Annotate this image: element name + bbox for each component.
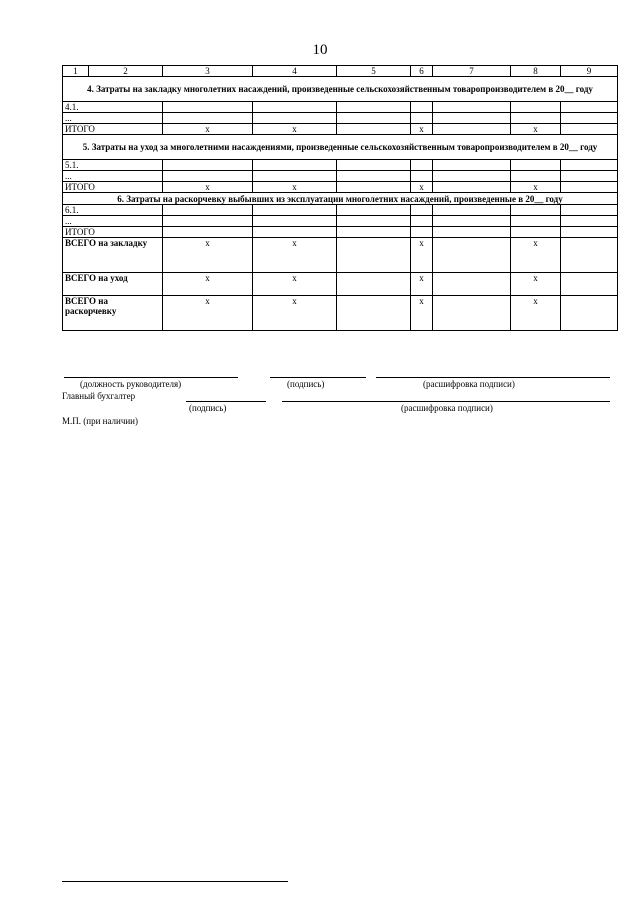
col-number: 6 [411, 66, 433, 77]
head-position-caption: (должность руководителя) [80, 379, 182, 389]
section-4-header [63, 77, 618, 102]
x-mark: х [411, 273, 433, 296]
row-number: 5.1. [63, 160, 163, 171]
grand-total-care-row [63, 273, 618, 296]
x-mark: х [163, 124, 253, 135]
x-mark: х [411, 182, 433, 193]
x-mark: х [253, 273, 337, 296]
x-mark: х [511, 296, 561, 331]
x-mark: х [411, 124, 433, 135]
col-number: 3 [163, 66, 253, 77]
row-number: 4.1. [63, 102, 163, 113]
x-mark: х [253, 124, 337, 135]
col-number: 9 [561, 66, 618, 77]
x-mark: х [511, 124, 561, 135]
table-row [63, 102, 618, 113]
grand-total-label: ВСЕГО на уход [63, 273, 163, 296]
col-number: 4 [253, 66, 337, 77]
col-number: 7 [433, 66, 511, 77]
head-signature-line [270, 377, 366, 378]
section-title: 4. Затраты на закладку многолетних насаждений, произведенные сельскохозяйственным товаропроизводителем в 20__ году [63, 77, 618, 102]
row-number: 6.1. [63, 205, 163, 216]
table-row [63, 216, 618, 227]
x-mark: х [411, 296, 433, 331]
head-decoding-line [376, 377, 610, 378]
x-mark: х [163, 182, 253, 193]
grand-total-label: ВСЕГО на закладку [63, 238, 163, 273]
cost-table [62, 65, 618, 331]
grand-total-label: ВСЕГО на раскорчевку [63, 296, 163, 331]
x-mark: х [411, 238, 433, 273]
grand-total-uprooting-row [63, 296, 618, 331]
section-title: 5. Затраты на уход за многолетними насаждениями, произведенные сельскохозяйственным товаропроизводителем в 20__ году [63, 135, 618, 160]
total-label: ИТОГО [63, 124, 163, 135]
total-label: ИТОГО [63, 227, 163, 238]
total-row [63, 124, 618, 135]
x-mark: х [253, 182, 337, 193]
x-mark: х [511, 273, 561, 296]
table-row [63, 160, 618, 171]
table-row [63, 205, 618, 216]
head-signature-caption: (подпись) [287, 379, 325, 389]
accountant-signature-line [186, 401, 266, 402]
total-label: ИТОГО [63, 182, 163, 193]
seal-label: М.П. (при наличии) [62, 416, 138, 426]
row-ellipsis: ... [63, 171, 163, 182]
accountant-decoding-line [282, 401, 610, 402]
section-title: 6. Затраты на раскорчевку выбывших из эксплуатации многолетних насаждений, произведенные в 20__ году [63, 193, 618, 205]
x-mark: х [163, 273, 253, 296]
accountant-decoding-caption: (расшифровка подписи) [401, 403, 493, 413]
x-mark: х [253, 238, 337, 273]
x-mark: х [163, 296, 253, 331]
x-mark: х [511, 182, 561, 193]
accountant-signature-caption: (подпись) [189, 403, 227, 413]
chief-accountant-label: Главный бухгалтер [62, 391, 136, 401]
row-ellipsis: ... [63, 216, 163, 227]
head-position-line [64, 377, 238, 378]
table-row [63, 171, 618, 182]
column-numbers-row [63, 66, 618, 77]
col-number: 5 [337, 66, 411, 77]
col-number: 2 [89, 66, 163, 77]
x-mark: х [163, 238, 253, 273]
head-decoding-caption: (расшифровка подписи) [423, 379, 515, 389]
section-6-header [63, 193, 618, 205]
section-5-header [63, 135, 618, 160]
x-mark: х [511, 238, 561, 273]
x-mark: х [253, 296, 337, 331]
total-row [63, 182, 618, 193]
table-row [63, 113, 618, 124]
page-number: 10 [312, 42, 328, 58]
total-row [63, 227, 618, 238]
footnote-separator [62, 881, 288, 882]
row-ellipsis: ... [63, 113, 163, 124]
col-number: 1 [63, 66, 89, 77]
grand-total-planting-row [63, 238, 618, 273]
col-number: 8 [511, 66, 561, 77]
